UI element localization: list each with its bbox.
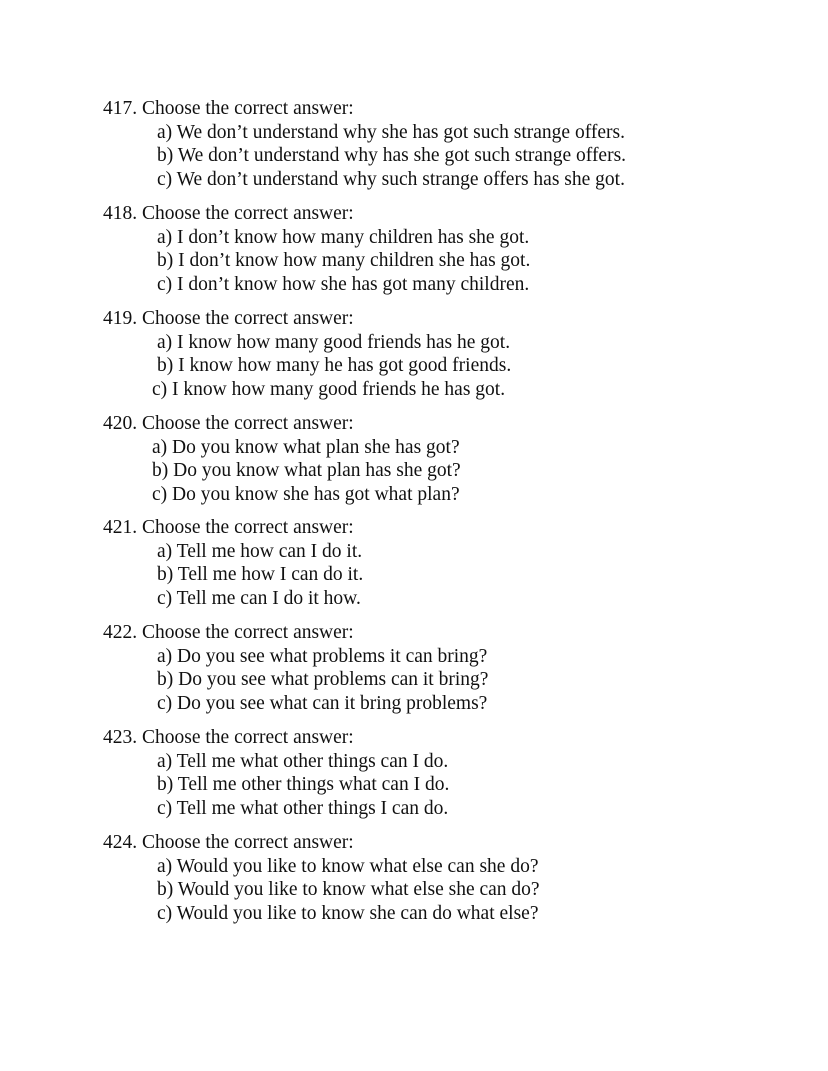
question-424 bbox=[103, 831, 723, 925]
question-title: 422. Choose the correct answer: bbox=[103, 622, 354, 643]
answer-option-a: a) We don’t understand why she has got such strange offers. bbox=[157, 121, 625, 143]
answer-option-b: b) Tell me how I can do it. bbox=[157, 564, 364, 585]
question-417 bbox=[103, 97, 723, 191]
answer-option-c: c) Tell me can I do it how. bbox=[157, 587, 361, 609]
answer-option-c: c) Tell me what other things I can do. bbox=[157, 797, 449, 819]
answer-option-b: b) I know how many he has got good friends. bbox=[157, 355, 512, 376]
answer-option-a: a) I know how many good friends has he got. bbox=[157, 331, 511, 353]
answer-option-b: b) We don’t understand why has she got such strange offers. bbox=[157, 145, 627, 166]
answer-option-b: b) Do you know what plan has she got? bbox=[152, 460, 461, 481]
question-422 bbox=[103, 621, 723, 715]
question-421 bbox=[103, 516, 723, 610]
question-title: 424. Choose the correct answer: bbox=[103, 832, 354, 853]
answer-option-a: a) Do you see what problems it can bring? bbox=[157, 645, 488, 667]
question-title: 423. Choose the correct answer: bbox=[103, 727, 354, 748]
question-title: 420. Choose the correct answer: bbox=[103, 413, 354, 434]
answer-option-c: c) I don’t know how she has got many children. bbox=[157, 273, 530, 295]
answer-option-a: a) Tell me how can I do it. bbox=[157, 540, 363, 562]
question-418 bbox=[103, 202, 723, 296]
question-423 bbox=[103, 726, 723, 820]
answer-option-c: c) Would you like to know she can do what else? bbox=[157, 902, 539, 924]
question-420 bbox=[103, 412, 723, 506]
question-title: 419. Choose the correct answer: bbox=[103, 308, 354, 329]
question-title: 421. Choose the correct answer: bbox=[103, 517, 354, 538]
answer-option-c: c) Do you see what can it bring problems? bbox=[157, 692, 488, 714]
answer-option-b: b) Tell me other things what can I do. bbox=[157, 774, 450, 795]
question-title: 418. Choose the correct answer: bbox=[103, 203, 354, 224]
answer-option-b: b) Do you see what problems can it bring? bbox=[157, 669, 489, 690]
answer-option-a: a) I don’t know how many children has she got. bbox=[157, 226, 530, 248]
answer-option-c: c) I know how many good friends he has got. bbox=[152, 378, 506, 400]
answer-option-a: a) Would you like to know what else can she do? bbox=[157, 855, 539, 877]
answer-option-c: c) We don’t understand why such strange offers has she got. bbox=[157, 168, 625, 190]
question-title: 417. Choose the correct answer: bbox=[103, 98, 354, 119]
answer-option-a: a) Do you know what plan she has got? bbox=[152, 436, 460, 458]
answer-option-a: a) Tell me what other things can I do. bbox=[157, 750, 449, 772]
answer-option-c: c) Do you know she has got what plan? bbox=[152, 483, 460, 505]
question-419 bbox=[103, 307, 723, 401]
answer-option-b: b) Would you like to know what else she can do? bbox=[157, 879, 540, 900]
answer-option-b: b) I don’t know how many children she has got. bbox=[157, 250, 531, 271]
